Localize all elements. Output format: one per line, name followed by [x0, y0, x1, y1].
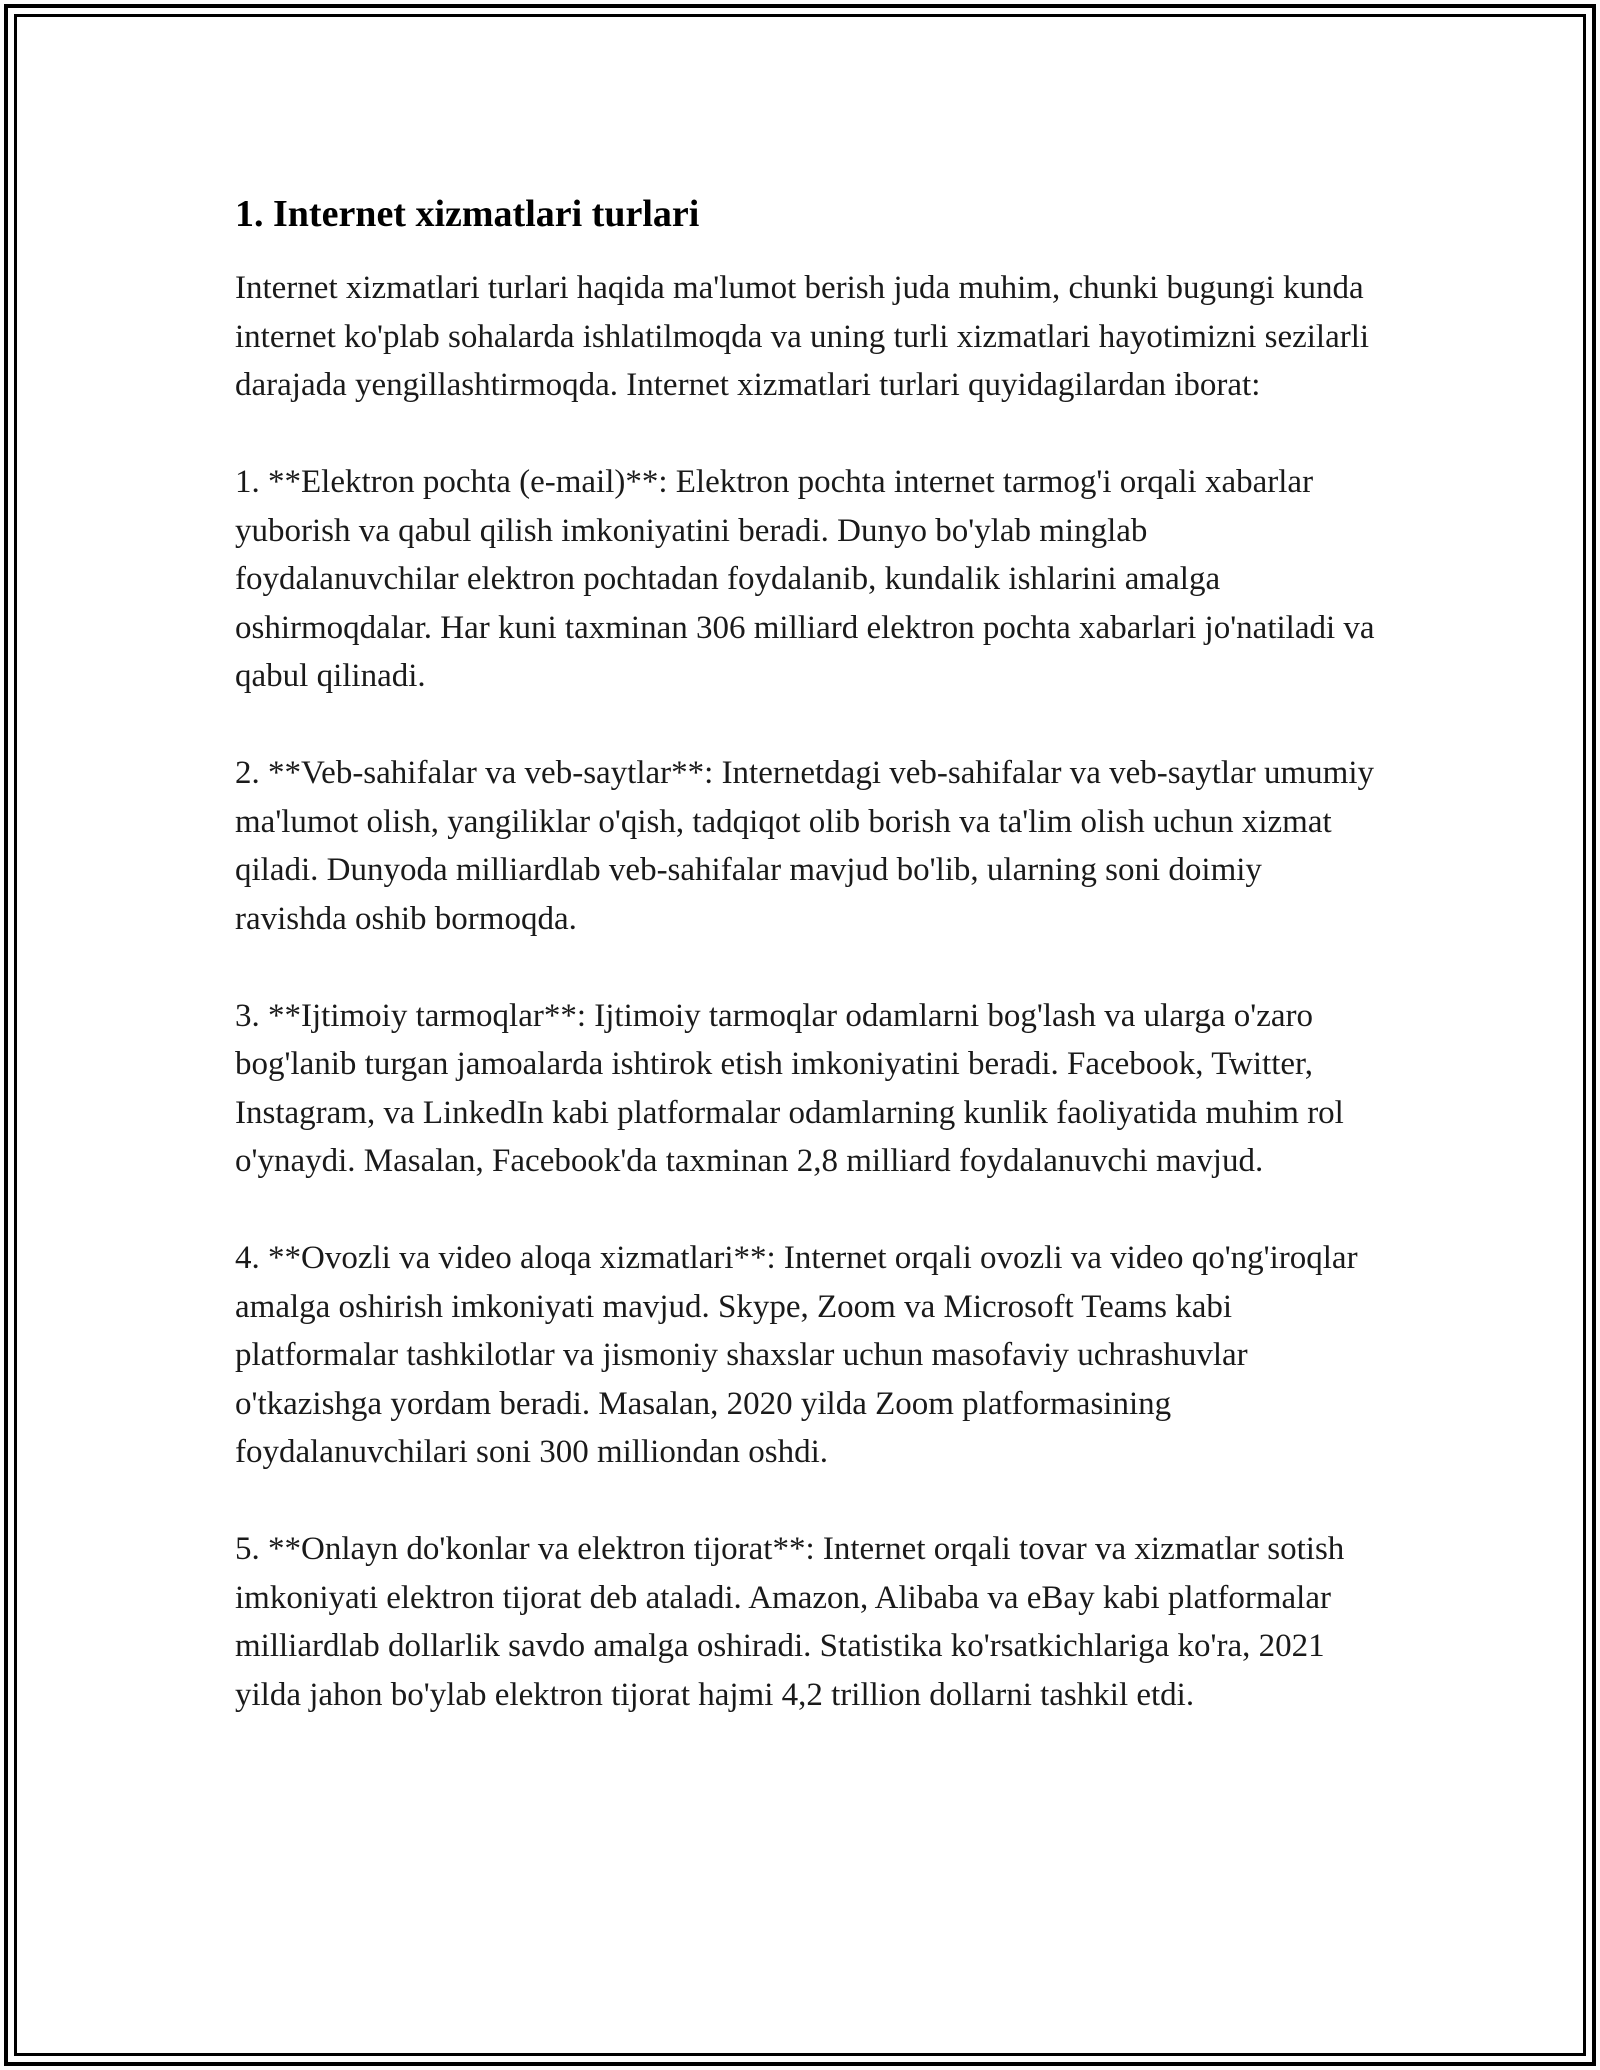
list-item-social-networks: 3. **Ijtimoiy tarmoqlar**: Ijtimoiy tarmoqlar odamlarni bog'lash va ularga o'zaro bog'lanib turgan jamoalarda ishtirok etish imkoniyatini beradi. Facebook, Twitter, Instagram, va LinkedIn kabi platformalar odamlarning kunlik faoliyatida muhim rol o'ynaydi. Masalan, Facebook'da taxminan 2,8 milliard foydalanuvchi mavjud. — [235, 997, 1344, 1179]
intro-paragraph: Internet xizmatlari turlari haqida ma'lumot berish juda muhim, chunki bugungi kunda internet ko'plab sohalarda ishlatilmoqda va uning turli xizmatlari hayotimizni sezilarli darajada yengillashtirmoqda. Internet xizmatlari turlari quyidagilardan iborat: — [235, 270, 1370, 403]
list-item-ecommerce: 5. **Onlayn do'konlar va elektron tijorat**: Internet orqali tovar va xizmatlar sotish imkoniyati elektron tijorat deb ataladi. Amazon, Alibaba va eBay kabi platformalar milliardlab dollarlik savdo amalga oshiradi. Statistika ko'rsatkichlariga ko'ra, 2021 yilda jahon bo'ylab elektron tijorat hajmi 4,2 trillion dollarni tashkil etdi. — [235, 1531, 1345, 1713]
list-item-voice-video: 4. **Ovozli va video aloqa xizmatlari**: Internet orqali ovozli va video qo'ng'iroqlar amalga oshirish imkoniyati mavjud. Skype, Zoom va Microsoft Teams kabi platformalar tashkilotlar va jismoniy shaxslar uchun masofaviy uchrashuvlar o'tkazishga yordam beradi. Masalan, 2020 yilda Zoom platformasining foydalanuvchilari soni 300 milliondan oshdi. — [235, 1240, 1358, 1470]
list-item-email: 1. **Elektron pochta (e-mail)**: Elektron pochta internet tarmog'i orqali xabarlar yuborish va qabul qilish imkoniyatini beradi. Dunyo bo'ylab minglab foydalanuvchilar elektron pochtadan foydalanib, kundalik ishlarini amalga oshirmoqdalar. Har kuni taxminan 306 milliard elektron pochta xabarlari jo'natiladi va qabul qilinadi. — [235, 464, 1375, 694]
list-item-websites: 2. **Veb-sahifalar va veb-saytlar**: Internetdagi veb-sahifalar va veb-saytlar umumiy ma'lumot olish, yangiliklar o'qish, tadqiqot olib borish va ta'lim olish uchun xizmat qiladi. Dunyoda milliardlab veb-sahifalar mavjud bo'lib, ularning soni doimiy ravishda oshib bormoqda. — [235, 755, 1374, 937]
document-body — [235, 190, 1375, 1719]
document-title: 1. Internet xizmatlari turlari — [235, 193, 700, 235]
